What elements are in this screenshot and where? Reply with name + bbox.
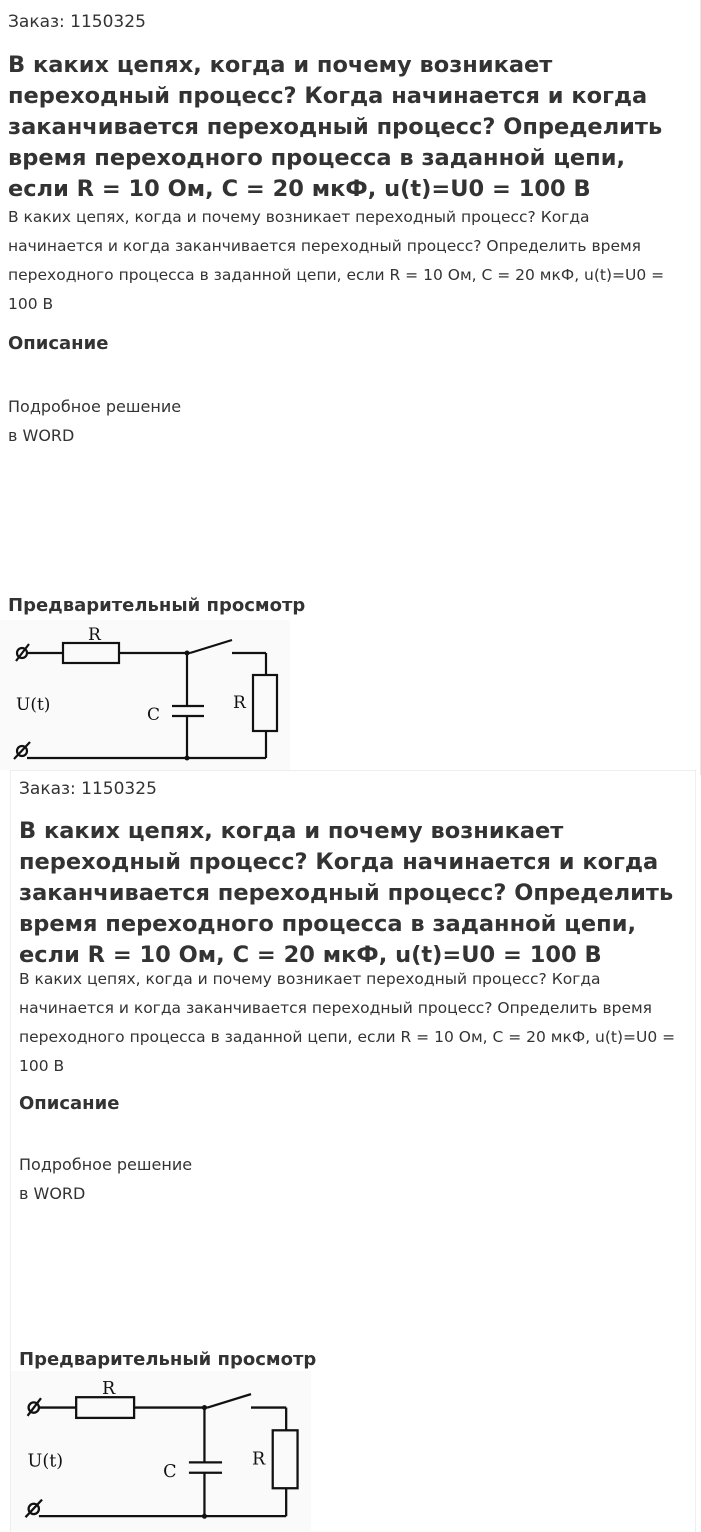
description-line: Подробное решение [19,1155,193,1174]
circuit-diagram [11,1371,311,1531]
description-heading: Описание [8,333,109,354]
circuit-diagram [0,620,290,770]
preview-image[interactable] [11,1371,311,1531]
preview-heading: Предварительный просмотр [19,1349,317,1370]
page-title: В каких цепях, когда и почему возникает переходный процесс? Когда начинается и когда заканчивается переходный процесс? Определить время переходного процесса в заданной цепи, если R = 10 Ом, C = 20 мкФ, u(t)=U0 = 100 В [19,818,674,968]
series-resistor-label: R [102,1379,116,1400]
order-number: Заказ: 1150325 [19,779,157,799]
series-resistor-label: R [88,625,101,645]
description-heading: Описание [19,1093,120,1114]
task-text: В каких цепях, когда и почему возникает переходный процесс? Когда начинается и когда заканчивается переходный процесс? Определить время переходного процесса в заданной цепи, если R = 10 Ом, C = 20 мкФ, u(t)=U0 = 100 В [19,970,676,1075]
source-label: U(t) [16,695,51,715]
order-number: Заказ: 1150325 [8,12,146,32]
source-label: U(t) [27,1451,64,1472]
series-resistor [63,643,119,663]
order-card [10,770,696,1532]
load-resistor [253,675,277,731]
description-line: Подробное решение [8,397,182,416]
description-line: в WORD [8,426,75,445]
load-resistor [273,1430,298,1488]
page-title: В каких цепях, когда и почему возникает переходный процесс? Когда начинается и когда заканчивается переходный процесс? Определить время переходного процесса в заданной цепи, если R = 10 Ом, C = 20 мкФ, u(t)=U0 = 100 В [8,52,663,202]
series-resistor [76,1397,134,1418]
preview-heading: Предварительный просмотр [8,595,306,616]
description-line: в WORD [19,1184,86,1203]
load-resistor-label: R [252,1449,266,1470]
preview-image[interactable] [0,620,290,770]
load-resistor-label: R [233,693,246,713]
capacitor-label: C [163,1461,177,1482]
capacitor-label: C [147,705,161,725]
switch [208,1394,251,1407]
switch [190,640,232,653]
task-text: В каких цепях, когда и почему возникает переходный процесс? Когда начинается и когда заканчивается переходный процесс? Определить время переходного процесса в заданной цепи, если R = 10 Ом, C = 20 мкФ, u(t)=U0 = 100 В [8,208,665,313]
